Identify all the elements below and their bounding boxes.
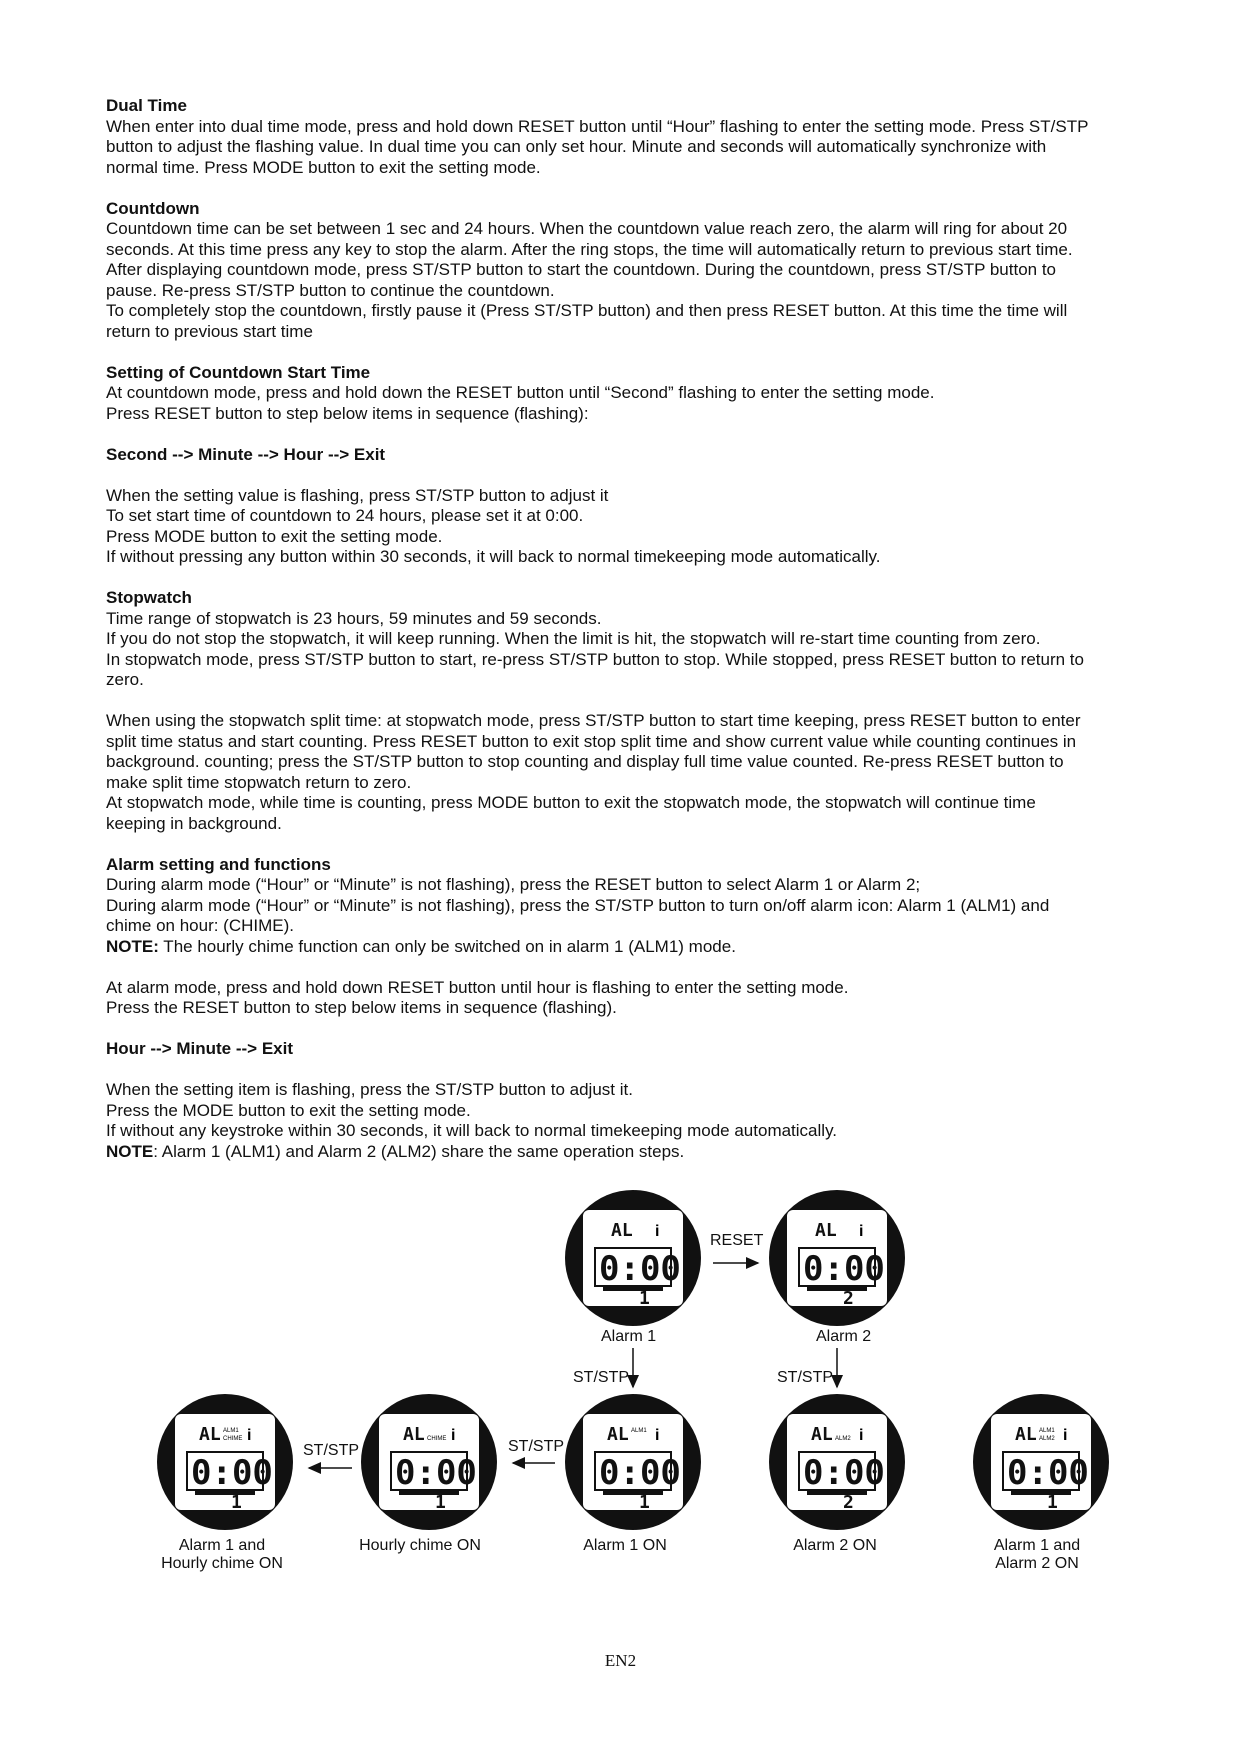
ststp-arrow-label: ST/STP <box>573 1369 630 1386</box>
text-line: Time range of stopwatch is 23 hours, 59 minutes and 59 seconds. <box>106 608 602 628</box>
text-line: return to previous start time <box>106 321 313 341</box>
text-line: Countdown time can be set between 1 sec and 24 hours. When the countdown value reach zero, the alarm will ring for about 20 <box>106 219 1068 238</box>
text-line: Press MODE button to exit the setting mode. <box>106 526 443 546</box>
lcd-alarm-number: 1 <box>639 1492 650 1513</box>
text-line: button to adjust the flashing value. In dual time you can only set hour. Minute and seconds will automatically synchronize with <box>106 137 1047 156</box>
lcd-alarm-number: 2 <box>843 1288 854 1309</box>
hourly-chime-label: Hourly chime ON <box>359 1537 481 1554</box>
countdown-heading: Countdown <box>106 198 200 218</box>
lcd-alarm-number: 1 <box>435 1492 446 1513</box>
lcd-time-text: 0:00 <box>1007 1453 1089 1493</box>
watch-alarm1 <box>565 1190 701 1326</box>
person-icon: i <box>247 1427 252 1444</box>
lcd-time-text: 0:00 <box>395 1453 477 1493</box>
alm1-icon: ALM1 <box>631 1428 647 1434</box>
alarm2-on-label: Alarm 2 ON <box>793 1537 877 1554</box>
lcd-time-text: 0:00 <box>803 1453 885 1493</box>
lcd-al-text: AL <box>607 1424 629 1445</box>
text-line: make split time stopwatch return to zero. <box>106 772 412 792</box>
dual-time-heading: Dual Time <box>106 96 187 115</box>
text-line: Press RESET button to step below items in sequence (flashing): <box>106 403 589 423</box>
lcd-time-text: 0:00 <box>599 1249 681 1289</box>
person-icon: i <box>655 1223 660 1240</box>
alarm2-label: Alarm 2 <box>816 1328 872 1345</box>
note-label: NOTE: <box>106 936 159 956</box>
person-icon: i <box>1063 1427 1068 1444</box>
alarm1-alarm2-label: Alarm 1 and <box>993 1537 1081 1554</box>
reset-arrow-label: RESET <box>710 1232 764 1249</box>
text-line: During alarm mode (“Hour” or “Minute” is not flashing), press the RESET button to select Alarm 1 or Alarm 2; <box>106 875 921 894</box>
text-line: pause. Re-press ST/STP button to continue the countdown. <box>106 280 555 300</box>
text-line: After displaying countdown mode, press ST/STP button to start the countdown. During the countdown, press ST/STP button to <box>106 260 1057 279</box>
text-line: When the setting value is flashing, press ST/STP button to adjust it <box>106 485 609 505</box>
alm2-icon: ALM2 <box>835 1436 851 1442</box>
alarm1-chime-label: Hourly chime ON <box>161 1555 283 1572</box>
watch-alarm2 <box>769 1190 905 1326</box>
ststp-arrow-label: ST/STP <box>508 1438 565 1455</box>
lcd-al-text: AL <box>815 1220 837 1241</box>
text-line: zero. <box>106 670 144 689</box>
text-line: split time status and start counting. Press RESET button to exit stop split time and show current value while counting continues in <box>106 731 1077 751</box>
text-line: If you do not stop the stopwatch, it will keep running. When the limit is hit, the stopwatch will re-start time counting from zero. <box>106 629 1041 648</box>
lcd-al-text: AL <box>811 1424 833 1445</box>
stopwatch-heading: Stopwatch <box>106 588 192 607</box>
text-line: To completely stop the countdown, firstly pause it (Press ST/STP button) and then press RESET button. At this time the time will <box>106 301 1068 320</box>
countdown-start-heading: Setting of Countdown Start Time <box>106 362 371 382</box>
text-line: normal time. Press MODE button to exit the setting mode. <box>106 157 541 177</box>
page-number: EN2 <box>604 1651 637 1670</box>
text-line: When the setting item is flashing, press the ST/STP button to adjust it. <box>106 1080 633 1099</box>
watch-alarm2-on <box>769 1394 905 1530</box>
watch-alarm1-chime <box>157 1394 293 1530</box>
text-line: During alarm mode (“Hour” or “Minute” is not flashing), press the ST/STP button to turn on/off alarm icon: Alarm 1 (ALM1) and <box>106 895 1050 915</box>
lcd-al-text: AL <box>1015 1424 1037 1445</box>
text-line: If without any keystroke within 30 seconds, it will back to normal timekeeping mode automatically. <box>106 1121 838 1140</box>
note-label: NOTE <box>106 1141 154 1161</box>
watch-hourly-chime <box>361 1394 497 1530</box>
alarm1-on-label: Alarm 1 ON <box>583 1537 667 1554</box>
text-line: seconds. At this time press any key to stop the alarm. After the ring stops, the time will automatically return to previous start time. <box>106 239 1073 259</box>
person-icon: i <box>655 1427 660 1444</box>
text-line: At alarm mode, press and hold down RESET button until hour is flashing to enter the setting mode. <box>106 977 849 997</box>
text-line: chime on hour: (CHIME). <box>106 916 294 935</box>
text-line: keeping in background. <box>106 813 282 833</box>
ststp-arrow-label: ST/STP <box>303 1442 360 1459</box>
lcd-alarm-number: 2 <box>843 1492 854 1513</box>
lcd-alarm-number: 1 <box>1047 1492 1058 1513</box>
lcd-time-text: 0:00 <box>599 1453 681 1493</box>
note-text: The hourly chime function can only be switched on in alarm 1 (ALM1) mode. <box>158 936 736 956</box>
text-line: When using the stopwatch split time: at stopwatch mode, press ST/STP button to start time keeping, press RESET button to enter <box>106 711 1081 730</box>
alarm1-chime-label: Alarm 1 and <box>178 1537 266 1554</box>
lcd-time-text: 0:00 <box>803 1249 885 1289</box>
alarm1-alarm2-label: Alarm 2 ON <box>995 1555 1079 1572</box>
alarm-heading: Alarm setting and functions <box>106 854 331 874</box>
lcd-al-text: AL <box>403 1424 425 1445</box>
text-line: At stopwatch mode, while time is counting, press MODE button to exit the stopwatch mode, the stopwatch will continue time <box>106 793 1036 812</box>
alarm-sequence: Hour --> Minute --> Exit <box>106 1039 293 1058</box>
chime-icon: CHIME <box>427 1436 447 1442</box>
text-line: In stopwatch mode, press ST/STP button to start, re-press ST/STP button to stop. While stopped, press RESET button to return to <box>106 649 1084 669</box>
person-icon: i <box>451 1427 456 1444</box>
text-line: background. counting; press the ST/STP button to stop counting and display full time value counted. Re-press RESET button to <box>106 752 1064 771</box>
alm1-icon: ALM1 <box>1039 1428 1055 1434</box>
text-line: To set start time of countdown to 24 hours, please set it at 0:00. <box>106 506 584 525</box>
text-line: Press the MODE button to exit the setting mode. <box>106 1100 471 1120</box>
chime-icon: CHIME <box>223 1436 243 1442</box>
alm2-icon: ALM2 <box>1039 1436 1055 1442</box>
lcd-time-text: 0:00 <box>191 1453 273 1493</box>
watch-alarm1-on <box>565 1394 701 1530</box>
text-line: At countdown mode, press and hold down the RESET button until “Second” flashing to enter the setting mode. <box>106 383 935 402</box>
alm1-icon: ALM1 <box>223 1428 239 1434</box>
lcd-al-text: AL <box>199 1424 221 1445</box>
person-icon: i <box>859 1223 864 1240</box>
person-icon: i <box>859 1427 864 1444</box>
text-line: Press the RESET button to step below items in sequence (flashing). <box>106 998 617 1017</box>
lcd-alarm-number: 1 <box>231 1492 242 1513</box>
lcd-al-text: AL <box>611 1220 633 1241</box>
lcd-alarm-number: 1 <box>639 1288 650 1309</box>
countdown-sequence: Second --> Minute --> Hour --> Exit <box>106 444 386 464</box>
text-line: If without pressing any button within 30 seconds, it will back to normal timekeeping mode automatically. <box>106 547 881 566</box>
note-text: : Alarm 1 (ALM1) and Alarm 2 (ALM2) share the same operation steps. <box>153 1141 685 1161</box>
text-line: When enter into dual time mode, press and hold down RESET button until “Hour” flashing to enter the setting mode. Press ST/STP <box>106 116 1089 136</box>
watch-alarm1-alarm2 <box>973 1394 1109 1530</box>
ststp-arrow-label: ST/STP <box>777 1369 834 1386</box>
alarm1-label: Alarm 1 <box>601 1328 657 1345</box>
